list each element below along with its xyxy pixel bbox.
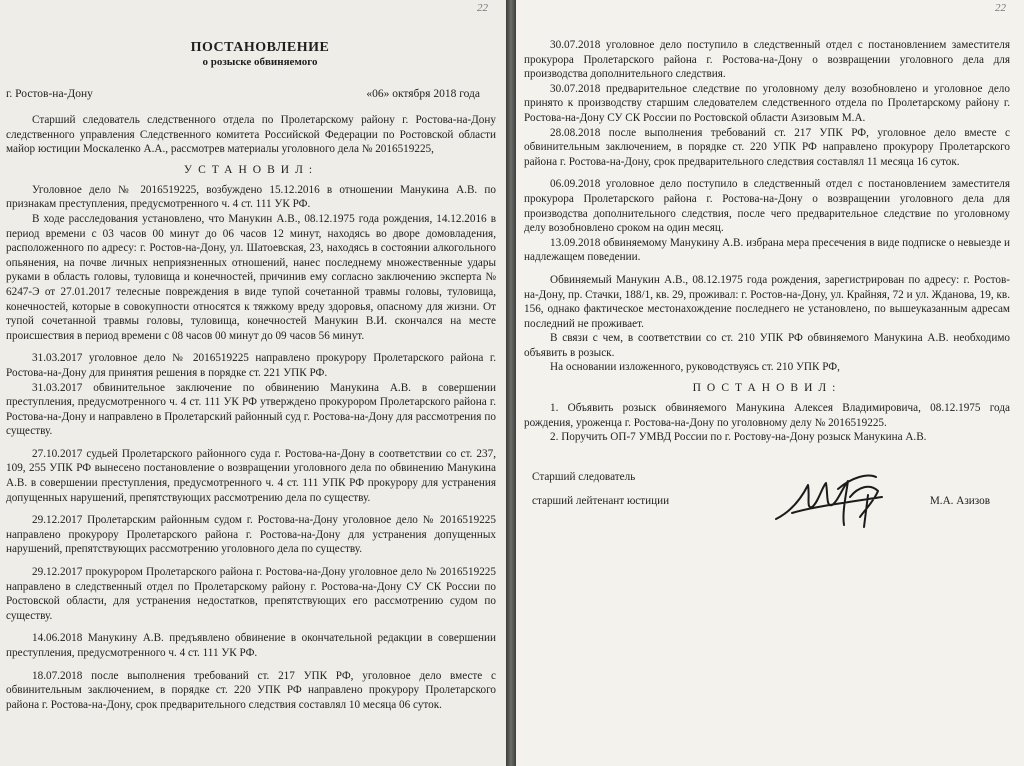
paragraph: 14.06.2018 Манукину А.В. предъявлено обвинение в окончательной редакции в совершении преступления, предусмотренного ч. 4 ст. 111 УК РФ. xyxy=(6,632,496,659)
paragraph: Обвиняемый Манукин А.В., 08.12.1975 года рождения, зарегистрирован по адресу: г. Ростов-на-Дону, пр. Стачки, 188/1, кв. 29, проживал: г. Ростов-на-Дону, ул. Крайняя, 72 и ул. Жданова, 19, кв. 156, однако фактическое местонахождение последнего не установлено, по вышеуказанным адресам последний не проживает. xyxy=(524,273,1010,330)
paragraph: На основании изложенного, руководствуясь ст. 210 УПК РФ, xyxy=(550,361,840,374)
book-gutter xyxy=(506,0,516,766)
paragraph: 31.03.2017 уголовное дело № 2016519225 направлено прокурору Пролетарского района г. Ростова-на-Дону для принятия решения в порядке ст. 221 УПК РФ. xyxy=(6,352,496,379)
paragraph: 06.09.2018 уголовное дело поступило в следственный отдел с постановлением заместителя прокурора Пролетарского района г. Ростова-на-Дону о возвращении уголовного дела для производства дополнительного следствия, после чего предварительное следствие по уголовному делу возобновлено сроком на один месяц. xyxy=(524,178,1010,235)
paragraph: 30.07.2018 предварительное следствие по уголовному делу возобновлено и уголовное дело принято к производству старшим следователем следственного отдела по Пролетарскому району г. Ростова-на-Дону СУ СК России по Ростовской области Азизовым М.А. xyxy=(524,82,1010,124)
paragraph: 28.08.2018 после выполнения требований ст. 217 УПК РФ, уголовное дело вместе с обвинительным заключением, в порядке ст. 220 УПК РФ направлено прокурору Пролетарского района г. Ростова-на-Дону, срок предварительного следствия составлял 11 месяца 16 суток. xyxy=(524,126,1010,168)
decision-item: 2. Поручить ОП-7 УМВД России по г. Ростову-на-Дону розыск Манукина А.В. xyxy=(550,431,927,444)
document-title: ПОСТАНОВЛЕНИЕ xyxy=(190,40,330,55)
paragraph: 18.07.2018 после выполнения требований ст. 217 УПК РФ, уголовное дело вместе с обвинительным заключением, в порядке ст. 220 УПК РФ направлено прокурору Пролетарского района г. Ростова-на-Дону, срок предварительного следствия составлял 10 месяца 06 суток. xyxy=(6,669,496,711)
handwritten-signature xyxy=(772,467,892,529)
right-document-page xyxy=(516,0,1024,766)
document-date: «06» октября 2018 года xyxy=(366,88,480,100)
paragraph: 31.03.2017 обвинительное заключение по обвинению Манукина А.В. в совершении преступления, предусмотренного ч. 4 ст. 111 УК РФ утверждено прокурором Пролетарского района г. Ростова-на-Дону и направлено в Пролетарский районный суд г. Ростова-на-Дону для рассмотрения по существу. xyxy=(6,381,496,438)
signature-block xyxy=(524,471,1010,551)
paragraph: Уголовное дело № 2016519225, возбуждено 15.12.2016 в отношении Манукина А.В. по признакам преступления, предусмотренного ч. 4 ст. 111 УК РФ. xyxy=(6,183,496,211)
intro-paragraph: Старший следователь следственного отдела по Пролетарскому району г. Ростова-на-Дону следственного управления Следственного комитета Российской Федерации по Ростовской области майор юстиции Москаленко А.А., рассмотрев материалы уголовного дела № 2016519225, xyxy=(6,114,496,156)
paragraph: 13.09.2018 обвиняемому Манукину А.В. избрана мера пресечения в виде подписке о невыезде и надлежащем поведении. xyxy=(524,236,1010,264)
paragraph: 27.10.2017 судьей Пролетарского районного суда г. Ростова-на-Дону в соответствии со ст. 237, 109, 255 УПК РФ вынесено постановление о возвращении уголовного дела по обвинению Манукина А.В. в совершении преступления, предусмотренного ч. 4 ст. 111 УПК РФ прокурору для устранения допущенных нарушений, препятствующих рассмотрению дела по существу. xyxy=(6,447,496,504)
signer-rank: старший лейтенант юстиции xyxy=(532,494,670,507)
decision-item: 1. Объявить розыск обвиняемого Манукина Алексея Владимировича, 08.12.1975 года рождения, уроженца г. Ростова-на-Дону по уголовному делу № 2016519225. xyxy=(524,402,1010,429)
paragraph: 30.07.2018 уголовное дело поступило в следственный отдел с постановлением заместителя прокурора Пролетарского района г. Ростова-на-Дону о возвращении уголовного дела для производства дополнительного следствия. xyxy=(524,39,1010,81)
page-number: 22 xyxy=(477,2,488,14)
left-document-page xyxy=(0,0,506,766)
paragraph: 29.12.2017 Пролетарским районным судом г. Ростова-на-Дону уголовное дело № 2016519225 направлено прокурору Пролетарского района г. Ростова-на-Дону для устранения допущенных нарушений, препятствующих рассмотрению уголовного дела по существу. xyxy=(6,514,496,556)
paragraph: В ходе расследования установлено, что Манукин А.В., 08.12.1975 года рождения, 14.12.2016 в период времени с 03 часов 00 минут до 06 часов 12 минут, находясь во дворе домовладения, расположенного по адресу: г. Ростов-на-Дону, ул. Шатоевская, 23, находясь в состоянии алкогольного опьянения, на почве личных неприязненных отношений, нанес последнему множественные удары руками в область головы, туловища и конечностей, причинив ему согласно заключению эксперта № 6247-Э от 27.01.2017 телесные повреждения в виде тупой сочетанной травмы головы, туловища, конечностей, которые в совокупности относятся к тяжкому вреду здоровья, опасному для жизни. От тупой сочетанной травмы головы, туловища, конечностей Манукин В.И. скончался на месте происшествия в период времени с 08 часов 00 минут до 09 часов 56 минут. xyxy=(6,212,496,342)
place-date-row xyxy=(6,87,496,101)
paragraph: 29.12.2017 прокурором Пролетарского района г. Ростова-на-Дону уголовное дело № 2016519225 направлено в следственный отдел по Пролетарскому району г. Ростова-на-Дону СУ СК России по Ростовской области, для устранения недостатков, препятствующих его рассмотрению судом по существу. xyxy=(6,566,496,622)
signer-name: М.А. Азизов xyxy=(929,494,990,507)
page-number: 22 xyxy=(995,2,1006,14)
city: г. Ростов-на-Дону xyxy=(6,88,93,100)
paragraph: В связи с чем, в соответствии со ст. 210 УПК РФ обвиняемого Манукина А.В. необходимо объявить в розыск. xyxy=(524,332,1010,359)
decided-heading: ПОСТАНОВИЛ: xyxy=(692,382,842,395)
document-subtitle: о розыске обвиняемого xyxy=(202,56,318,68)
established-heading: УСТАНОВИЛ: xyxy=(183,163,319,176)
signer-title: Старший следователь xyxy=(532,470,636,483)
